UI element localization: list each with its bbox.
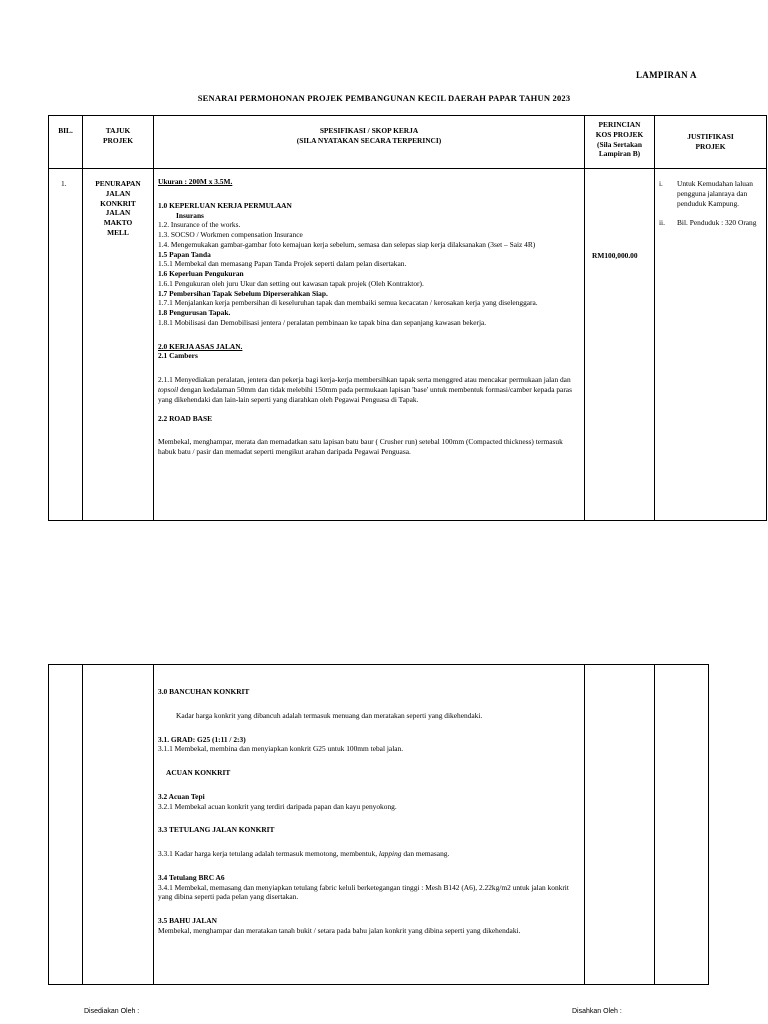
cont-justifikasi xyxy=(655,665,709,985)
kos-value: RM100,000.00 xyxy=(592,251,638,260)
section-3-title: 3.0 BANCUHAN KONKRIT xyxy=(158,687,250,696)
lampiran-label: LAMPIRAN A xyxy=(636,70,697,80)
item-3-3-1: 3.3.1 Kadar harga kerja tetulang adalah termasuk memotong, membentuk, lapping dan memasang. xyxy=(158,849,450,859)
section-2-1-title: 2.1 Cambers xyxy=(158,351,198,361)
cont-kos xyxy=(585,665,655,985)
item-3-2-1: 3.2.1 Membekal acuan konkrit yang terdiri daripada papan dan kayu penyokong. xyxy=(158,801,397,811)
acuan-title: ACUAN KONKRIT xyxy=(166,768,231,778)
table-header-row xyxy=(49,116,767,169)
item-3-4-1: 3.4.1 Membekal, memasang dan menyiapkan tetulang fabric keluli berketegangan tinggi : Mesh B142 (A6), 2.22kg/m2 untuk jalan konkrit yang dibina seperti pada pelan yang disertakan. xyxy=(158,882,569,902)
item-3-5-text: Membekal, menghampar dan meratakan tanah bukit / setara pada bahu jalan konkrit yang dibina seperti yang dikehendaki. xyxy=(158,925,521,935)
row-justifikasi xyxy=(655,169,767,521)
item-1-8-1: 1.8.1 Mobilisasi dan Demobilisasi jentera / peralatan pembinaan ke tapak bina dan sepanjang kawasan bekerja. xyxy=(158,317,487,327)
header-tajuk: TAJUK PROJEK xyxy=(83,116,154,169)
cont-tajuk xyxy=(83,665,154,985)
section-1-8-title: 1.8 Pengurusan Tapak. xyxy=(158,308,231,318)
section-2-2-title: 2.2 ROAD BASE xyxy=(158,413,213,423)
section-3-1-title: 3.1. GRAD: G25 (1:11 / 2:3) xyxy=(158,734,246,744)
table-row xyxy=(49,169,767,521)
disediakan-label: Disediakan Oleh : xyxy=(84,1008,140,1015)
section-3-4-title: 3.4 Tetulang BRC A6 xyxy=(158,872,225,882)
disahkan-label: Disahkan Oleh : xyxy=(572,1008,622,1015)
section-1-6-title: 1.6 Keperluan Pengukuran xyxy=(158,269,244,279)
document-title: SENARAI PERMOHONAN PROJEK PEMBANGUNAN KECIL DAERAH PAPAR TAHUN 2023 xyxy=(197,93,571,103)
header-bil: BIL. xyxy=(49,116,83,169)
justifikasi-item: ii. Bil. Penduduk : 320 Orang xyxy=(659,218,757,228)
cont-bil xyxy=(49,665,83,985)
item-1-5-1: 1.5.1 Membekal dan memasang Papan Tanda Projek seperti dalam pelan disertakan. xyxy=(158,259,407,269)
insurans-label: Insurans xyxy=(176,210,204,220)
section-3-3-title: 3.3 TETULANG JALAN KONKRIT xyxy=(158,825,275,835)
cont-spesifikasi xyxy=(154,665,585,985)
table-row xyxy=(49,665,709,985)
row-bil: 1. xyxy=(49,169,83,521)
header-justifikasi: JUSTIFIKASI PROJEK xyxy=(655,116,767,169)
row-kos xyxy=(585,169,655,521)
item-2-1-1: 2.1.1 Menyediakan peralatan, jentera dan pekerja bagi kerja-kerja membersihkan tapak serta menggred atau mencakar permukaan jalan dan topsoil dengan kedalaman 50mm dan tidak melebihi 150mm pada permukaan lapisan 'base' untuk membentuk formasi/camber kepada paras yang dikehendaki dan lain-lain seperti yang diarahkan oleh Pegawai Penguasa di Tapak. xyxy=(158,375,572,404)
section-2-title: 2.0 KERJA ASAS JALAN. xyxy=(158,341,243,351)
project-table xyxy=(48,115,767,521)
continuation-table xyxy=(48,664,709,985)
item-1-6-1: 1.6.1 Pengukuran oleh juru Ukur dan setting out kawasan tapak projek (Oleh Kontraktor). xyxy=(158,278,424,288)
section-3-2-title: 3.2 Acuan Tepi xyxy=(158,791,205,801)
header-perincian: PERINCIAN KOS PROJEK (Sila Sertakan Lampiran B) xyxy=(585,116,655,169)
row-spesifikasi xyxy=(154,169,585,521)
header-spesifikasi: SPESIFIKASI / SKOP KERJA (SILA NYATAKAN SECARA TERPERINCI) xyxy=(154,116,585,169)
justifikasi-item: i. Untuk Kemudahan laluan pengguna jalanraya dan penduduk Kampung. xyxy=(659,179,753,208)
item-1-3: 1.3. SOCSO / Workmen compensation Insurance xyxy=(158,230,303,240)
item-1-2: 1.2. Insurance of the works. xyxy=(158,220,241,230)
section-1-7-title: 1.7 Pembersihan Tapak Sebelum Diperserahkan Siap. xyxy=(158,288,328,298)
ukuran-text: Ukuran : 200M x 3.5M. xyxy=(158,177,233,186)
item-2-2-text: Membekal, menghampar, merata dan memadatkan satu lapisan batu baur ( Crusher run) setebal 100mm (Compacted thickness) termasuk habuk batu / pasir dan memadat seperti mengikut arahan daripada Pegawai Penguasa. xyxy=(158,437,563,457)
section-3-text: Kadar harga konkrit yang dibancuh adalah termasuk menuang dan meratakan seperti yang dikehendaki. xyxy=(176,710,483,720)
section-1-5-title: 1.5 Papan Tanda xyxy=(158,249,211,259)
section-1-title: 1.0 KEPERLUAN KERJA PERMULAAN xyxy=(158,200,292,210)
item-1-7-1: 1.7.1 Menjalankan kerja pembersihan di keseluruhan tapak dan membaiki semua kecacatan / kerosakan kerja yang diselenggara. xyxy=(158,298,538,308)
section-3-5-title: 3.5 BAHU JALAN xyxy=(158,916,217,926)
item-1-4: 1.4. Mengemukakan gambar-gambar foto kemajuan kerja sebelum, semasa dan selepas siap kerja dilaksanakan (3set – Saiz 4R) xyxy=(158,239,536,249)
item-3-1-1: 3.1.1 Membekal, membina dan menyiapkan konkrit G25 untuk 100mm tebal jalan. xyxy=(158,744,404,754)
row-tajuk: PENURAPAN JALAN KONKRIT JALAN MAKTO MELL xyxy=(83,169,154,521)
